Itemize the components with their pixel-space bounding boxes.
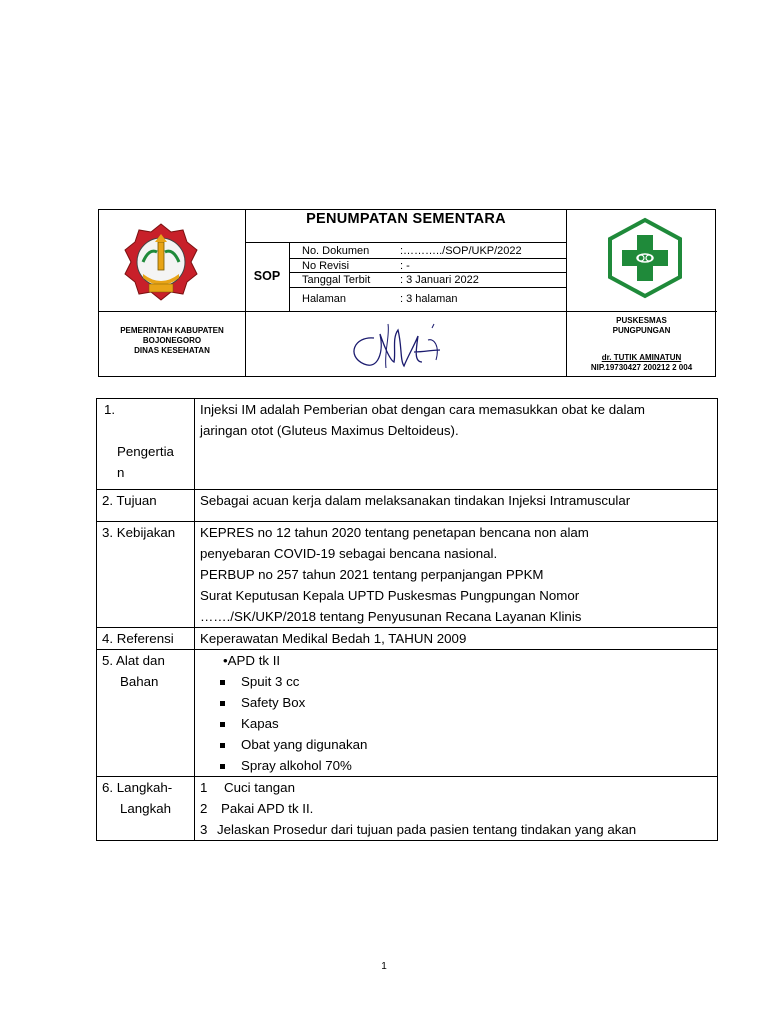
page-number: 1 (381, 961, 387, 972)
row-label: n (117, 465, 125, 480)
content-line: jaringan otot (Gluteus Maximus Deltoideus). (200, 423, 459, 438)
list-item: Spuit 3 cc (220, 671, 717, 692)
list-item: Obat yang digunakan (220, 734, 717, 755)
bullet-icon (220, 764, 225, 769)
bullet-icon (220, 743, 225, 748)
bojonegoro-crest-logo (121, 222, 201, 302)
meta-value-halaman: : 3 halaman (400, 293, 458, 305)
step-item: 3 Jelaskan Prosedur dari tujuan pada pasien tentang tindakan yang akan (200, 822, 637, 837)
content-line: ……./SK/UKP/2018 tentang Penyusunan Recana Layanan Klinis (200, 609, 582, 624)
meta-label-no-dokumen: No. Dokumen (302, 245, 370, 257)
step-item: 1 Cuci tangan (200, 780, 295, 795)
content-line: Keperawatan Medikal Bedah 1, TAHUN 2009 (200, 631, 467, 646)
row-label: 1. (104, 402, 116, 417)
sop-header (98, 209, 716, 377)
signer-nip: NIP.19730427 200212 2 004 (590, 363, 693, 372)
bullet-icon (220, 722, 225, 727)
row-label: 6. Langkah- (102, 780, 173, 795)
row-label: Langkah (120, 801, 172, 816)
list-item: Kapas (220, 713, 717, 734)
row-label: 3. Kebijakan (102, 525, 176, 540)
bullet-icon (220, 701, 225, 706)
list-item: Spray alkohol 70% (220, 755, 717, 776)
content-line: Injeksi IM adalah Pemberian obat dengan cara memasukkan obat ke dalam (200, 402, 645, 417)
row-label: 5. Alat dan (102, 653, 165, 668)
meta-label-no-revisi: No Revisi (302, 260, 350, 272)
row-label: Bahan (120, 674, 159, 689)
meta-value-no-dokumen: :………../SOP/UKP/2022 (400, 245, 522, 257)
list-item: Safety Box (220, 692, 717, 713)
right-org-text: PUSKESMAS PUNGPUNGAN (612, 316, 671, 335)
document-title: PENUMPATAN SEMENTARA (306, 211, 506, 227)
table-row (97, 777, 718, 841)
table-row (97, 628, 718, 650)
left-org-text: PEMERINTAH KABUPATEN BOJONEGORO DINAS KESEHATAN (120, 326, 224, 355)
content-line: KEPRES no 12 tahun 2020 tentang penetapan bencana non alam (200, 525, 589, 540)
signer-name: dr. TUTIK AMINATUN (601, 353, 682, 362)
meta-value-tanggal-terbit: : 3 Januari 2022 (400, 274, 479, 286)
puskesmas-logo (604, 217, 686, 299)
meta-value-no-revisi: : - (400, 260, 410, 272)
content-line: Sebagai acuan kerja dalam melaksanakan tindakan Injeksi Intramuscular (200, 493, 631, 508)
bullet-icon (220, 680, 225, 685)
list-item: •APD tk II (223, 653, 281, 668)
meta-label-halaman: Halaman (302, 293, 347, 305)
table-row (97, 650, 718, 777)
table-row (97, 522, 718, 628)
row-label: Pengertia (117, 444, 174, 459)
alat-list (200, 671, 717, 776)
sop-body-table (96, 398, 718, 841)
content-line: Surat Keputusan Kepala UPTD Puskesmas Pungpungan Nomor (200, 588, 580, 603)
meta-label-tanggal-terbit: Tanggal Terbit (302, 274, 371, 286)
content-line: PERBUP no 257 tahun 2021 tentang perpanjangan PPKM (200, 567, 544, 582)
row-label: 4. Referensi (102, 631, 174, 646)
content-line: penyebaran COVID-19 sebagai bencana nasional. (200, 546, 498, 561)
table-row (97, 490, 718, 522)
row-label: 2. Tujuan (102, 493, 157, 508)
sop-label: SOP (253, 269, 281, 283)
step-item: 2 Pakai APD tk II. (200, 801, 314, 816)
table-row (97, 399, 718, 490)
signature (344, 316, 454, 374)
